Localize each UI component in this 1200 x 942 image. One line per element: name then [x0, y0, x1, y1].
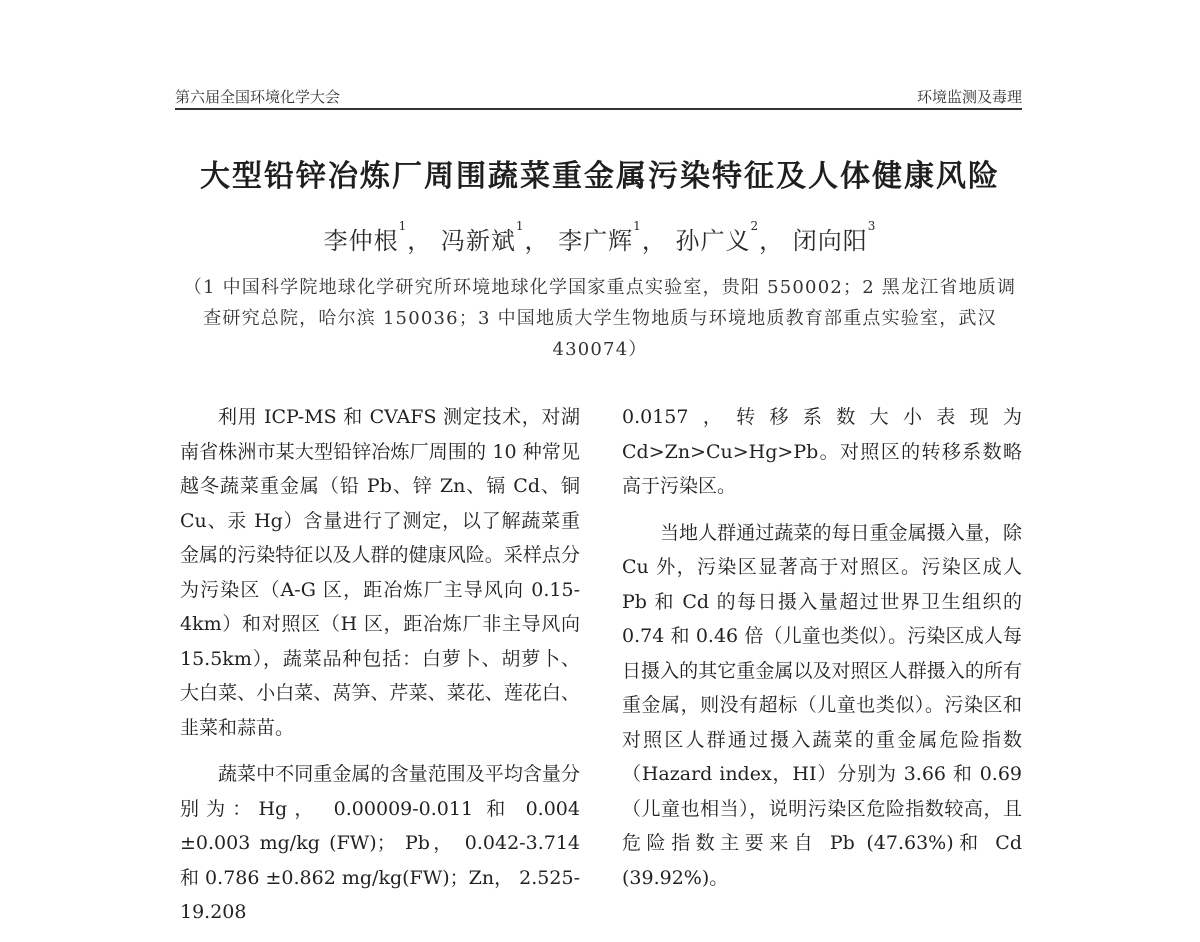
author-separator: ，	[524, 227, 550, 255]
author-name: 李广辉	[558, 227, 634, 255]
paper-title: 大型铅锌冶炼厂周围蔬菜重金属污染特征及人体健康风险	[200, 159, 1000, 194]
body-right-column	[622, 400, 1022, 907]
author-affiliation-mark: 3	[867, 219, 877, 233]
author-affiliation-mark: 1	[633, 219, 642, 233]
author-affiliation-mark: 2	[750, 219, 760, 233]
abstract-paragraph: 当地人群通过蔬菜的每日重金属摄入量，除 Cu 外，污染区显著高于对照区。污染区成人 Pb 和 Cd 的每日摄入量超过世界卫生组织的 0.74 和 0.46 倍（儿童也类似）。污染区成人每日摄入的其它重金属以及对照区人群摄入的所有重金属，则没有超标（儿童也类似）。污染区和对照区人群通过摄入蔬菜的重金属危险指数（Hazard index，HI）分别为 3.66 和 0.69（儿童也相当），说明污染区危险指数较高，且危险指数主要来自 Pb (47.63%)和 Cd (39.92%)。	[622, 521, 1022, 889]
header-rule	[175, 108, 1022, 110]
running-header-section: 环境监测及毒理	[916, 88, 1022, 106]
abstract-paragraph: 蔬菜中不同重金属的含量范围及平均含量分别为：Hg， 0.00009-0.011 和 0.004 ±0.003 mg/kg (FW)； Pb， 0.042-3.714 和 0.786 ±0.862 mg/kg(FW)；Zn， 2.525-19.208	[180, 763, 580, 923]
abstract-paragraph: 0.0157，转移系数大小表现为Cd>Zn>Cu>Hg>Pb。对照区的转移系数略高于污染区。	[622, 406, 1022, 497]
author-name: 冯新斌	[440, 227, 516, 255]
author-list	[0, 221, 1200, 256]
author-separator: ，	[759, 227, 785, 255]
author-affiliation-mark: 1	[515, 219, 525, 233]
abstract-paragraph: 利用 ICP-MS 和 CVAFS 测定技术，对湖南省株洲市某大型铅锌冶炼厂周围的 10 种常见越冬蔬菜重金属（铅 Pb、锌 Zn、镉 Cd、铜 Cu、汞 Hg）含量进行了测定，以了解蔬菜重金属的污染特征以及人群的健康风险。采样点分为污染区（A-G 区，距冶炼厂主导风向 0.15-4km）和对照区（H 区，距冶炼厂非主导风向 15.5km），蔬菜品种包括：白萝卜、胡萝卜、大白菜、小白菜、莴笋、芹菜、菜花、莲花白、韭菜和蒜苗。	[180, 406, 580, 739]
running-header-conference: 第六届全国环境化学大会	[175, 88, 341, 106]
body-left-column	[180, 400, 580, 942]
author-separator: ，	[641, 227, 667, 255]
affiliations: （1 中国科学院地球化学研究所环境地球化学国家重点实验室，贵阳 550002；2 黑龙江省地质调查研究总院，哈尔滨 150036；3 中国地质大学生物地质与环境地质教育部重点实验室，武汉 430074）	[183, 277, 1017, 360]
author-separator: ，	[407, 227, 433, 255]
author-name: 李仲根	[323, 227, 399, 255]
author-affiliation-mark: 1	[398, 219, 408, 233]
author-name: 孙广义	[675, 227, 751, 255]
author-name: 闭向阳	[792, 227, 868, 255]
